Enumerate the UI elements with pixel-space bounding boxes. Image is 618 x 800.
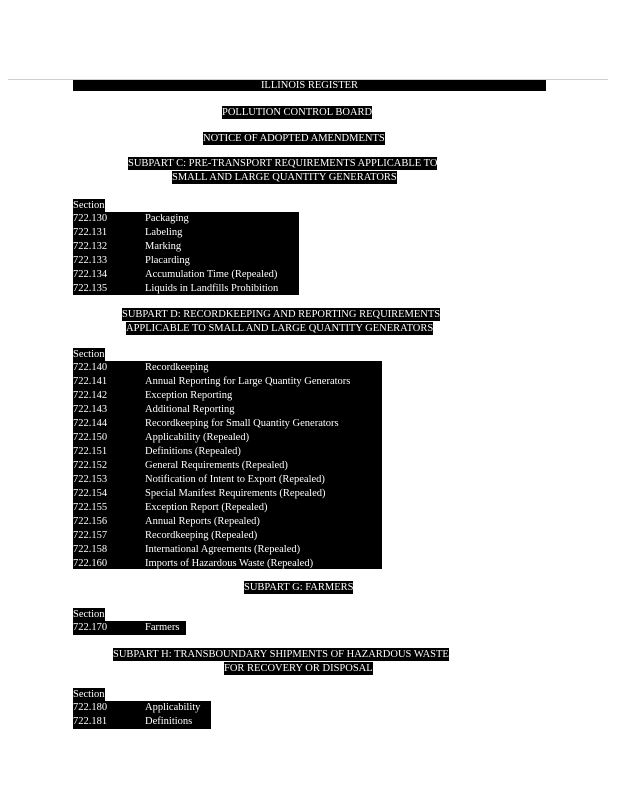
notice-title: NOTICE OF ADOPTED AMENDMENTS (203, 133, 385, 144)
subpart-d-section-label: Section (73, 349, 105, 360)
subpart-g-section-label: Section (73, 609, 105, 620)
subpart-g-section-list: 722.170 Farmers (73, 621, 186, 635)
register-title: ILLINOIS REGISTER (73, 80, 546, 91)
subpart-g-heading: SUBPART G: FARMERS (244, 582, 354, 593)
board-title: POLLUTION CONTROL BOARD (222, 107, 373, 118)
subpart-d-section-list: 722.140 Recordkeeping 722.141 Annual Reporting for Large Quantity Generators 722.142 Exception Reporting 722.143 Additional Reporting 722.144 Recordkeeping for Small Quantity Generators 722.150 Applicability (Repealed) 722.151 Definitions (Repealed) 722.152 General Requirements (Repealed) 722.153 Notification of Intent to Export (Repealed) 722.154 Special Manifest Requirements (Repealed) 722.155 Exception Report (Repealed) 722.156 Annual Reports (Repealed) 722.157 Recordkeeping (Repealed) 722.158 International Agreements (Repealed) 722.160 Imports of Hazardous Waste (Repealed) (73, 361, 382, 569)
subpart-c-heading-line1: SUBPART C: PRE-TRANSPORT REQUIREMENTS APPLICABLE TO (128, 158, 438, 169)
subpart-h-heading-line2: FOR RECOVERY OR DISPOSAL (224, 663, 373, 674)
subpart-c-section-label: Section (73, 200, 105, 211)
subpart-c-section-list: 722.130 Packaging 722.131 Labeling 722.132 Marking 722.133 Placarding 722.134 Accumulation Time (Repealed) 722.135 Liquids in Landfills Prohibition (73, 212, 299, 295)
subpart-h-section-list: 722.180 Applicability 722.181 Definitions (73, 701, 211, 729)
subpart-d-heading-line2: APPLICABLE TO SMALL AND LARGE QUANTITY GENERATORS (126, 323, 434, 334)
subpart-d-heading-line1: SUBPART D: RECORDKEEPING AND REPORTING REQUIREMENTS (122, 309, 441, 320)
subpart-c-heading-line2: SMALL AND LARGE QUANTITY GENERATORS (172, 172, 397, 183)
subpart-h-heading-line1: SUBPART H: TRANSBOUNDARY SHIPMENTS OF HAZARDOUS WASTE (113, 649, 449, 660)
subpart-h-section-label: Section (73, 689, 105, 700)
